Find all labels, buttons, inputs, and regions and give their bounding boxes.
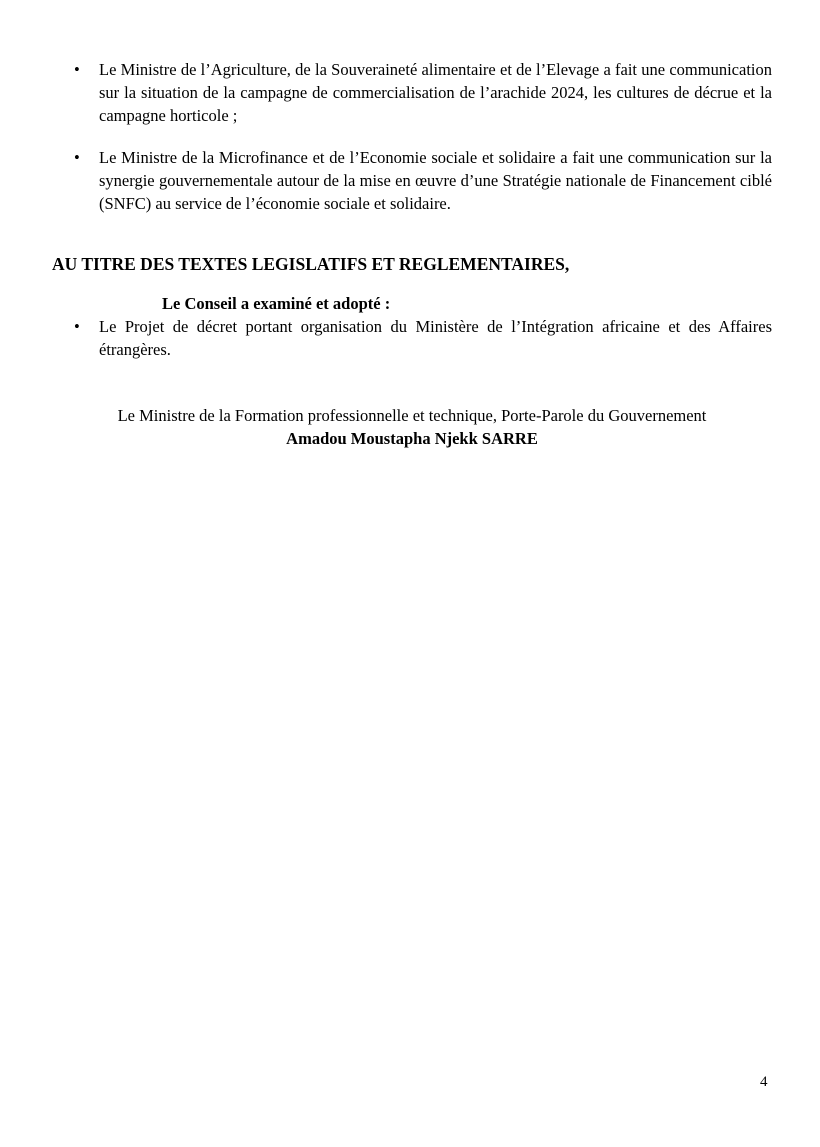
bullet-icon: • bbox=[74, 148, 80, 167]
signature-title: Le Ministre de la Formation professionnelle et technique, Porte-Parole du Gouvernement bbox=[117, 406, 707, 425]
bullet-icon: • bbox=[74, 60, 80, 79]
legislative-item-text: Le Projet de décret portant organisation du Ministère de l’Intégration africaine et des Affaires étrangères. bbox=[99, 317, 772, 359]
communication-text-microfinance: Le Ministre de la Microfinance et de l’Economie sociale et solidaire a fait une communication sur la synergie gouvernementale autour de la mise en œuvre d’une Stratégie nationale de Financement ciblé (SNFC) au service de l’économie sociale et solidaire. bbox=[99, 148, 772, 213]
communication-text-agriculture: Le Ministre de l’Agriculture, de la Souveraineté alimentaire et de l’Elevage a fait une communication sur la situation de la campagne de commercialisation de l’arachide 2024, les cultures de décrue et la campagne horticole ; bbox=[99, 60, 772, 125]
bullet-icon: • bbox=[74, 317, 80, 336]
communication-item-microfinance bbox=[52, 146, 772, 215]
signature-block bbox=[52, 404, 772, 450]
signature-name: Amadou Moustapha Njekk SARRE bbox=[286, 429, 538, 448]
communication-item-agriculture bbox=[52, 58, 772, 127]
legislative-item-decret bbox=[52, 315, 772, 361]
subsection-heading-conseil-adopte: Le Conseil a examiné et adopté : bbox=[162, 294, 391, 313]
page-number: 4 bbox=[760, 1074, 768, 1090]
page-content bbox=[52, 0, 772, 450]
section-heading-textes-legislatifs: AU TITRE DES TEXTES LEGISLATIFS ET REGLEMENTAIRES, bbox=[52, 254, 570, 274]
